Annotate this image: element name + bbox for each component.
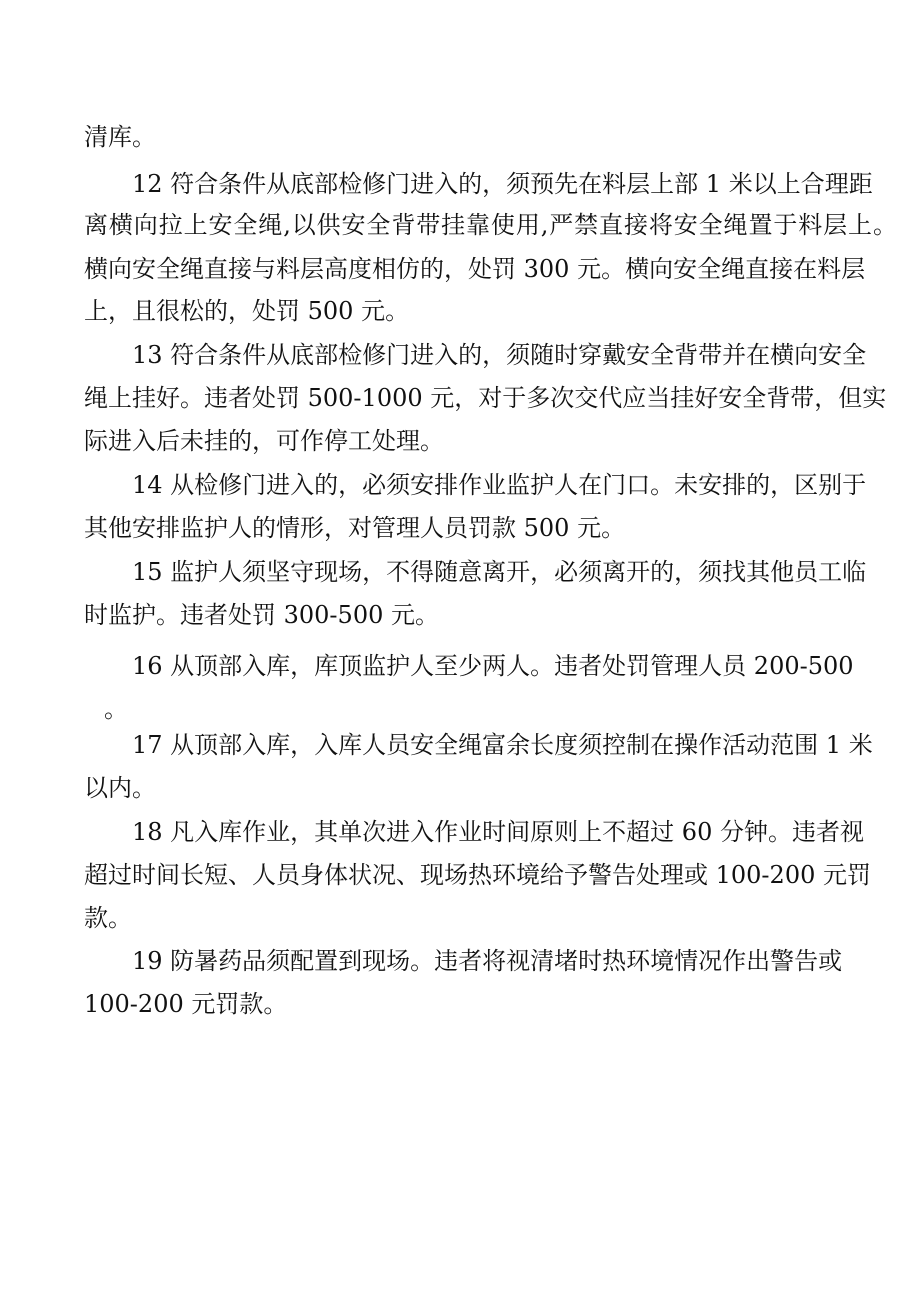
text-line: 际进入后未挂的，可作停工处理。 xyxy=(84,427,444,455)
text-line: 15 监护人须坚守现场，不得随意离开，必须离开的，须找其他员工临 xyxy=(132,558,867,586)
text-line: 100-200 元罚款。 xyxy=(84,990,288,1018)
text-line: 16 从顶部入库，库顶监护人至少两人。违者处罚管理人员 200-500 xyxy=(132,652,854,680)
text-line: 12 符合条件从底部检修门进入的，须预先在料层上部 1 米以上合理距 xyxy=(132,170,873,198)
text-line: 19 防暑药品须配置到现场。违者将视清堵时热环境情况作出警告或 xyxy=(132,947,843,975)
text-line: 离横向拉上安全绳,以供安全背带挂靠使用,严禁直接将安全绳置于料层上。 xyxy=(84,211,898,239)
text-line: 清库。 xyxy=(84,123,156,151)
text-line: 以内。 xyxy=(84,774,156,802)
text-line: 横向安全绳直接与料层高度相仿的，处罚 300 元。横向安全绳直接在料层 xyxy=(84,255,866,283)
stray-punctuation: 。 xyxy=(104,695,128,723)
text-line: 款。 xyxy=(84,904,132,932)
text-line: 14 从检修门进入的，必须安排作业监护人在门口。未安排的，区别于 xyxy=(132,471,867,499)
text-line: 超过时间长短、人员身体状况、现场热环境给予警告处理或 100-200 元罚 xyxy=(84,861,871,889)
text-line: 绳上挂好。违者处罚 500-1000 元，对于多次交代应当挂好安全背带，但实 xyxy=(84,384,887,412)
text-line: 上，且很松的，处罚 500 元。 xyxy=(84,297,410,325)
text-line: 时监护。违者处罚 300-500 元。 xyxy=(84,601,439,629)
text-line: 18 凡入库作业，其单次进入作业时间原则上不超过 60 分钟。违者视 xyxy=(132,818,864,846)
text-line: 17 从顶部入库，入库人员安全绳富余长度须控制在操作活动范围 1 米 xyxy=(132,731,873,759)
text-line: 其他安排监护人的情形，对管理人员罚款 500 元。 xyxy=(84,514,626,542)
text-line: 13 符合条件从底部检修门进入的，须随时穿戴安全背带并在横向安全 xyxy=(132,341,867,369)
